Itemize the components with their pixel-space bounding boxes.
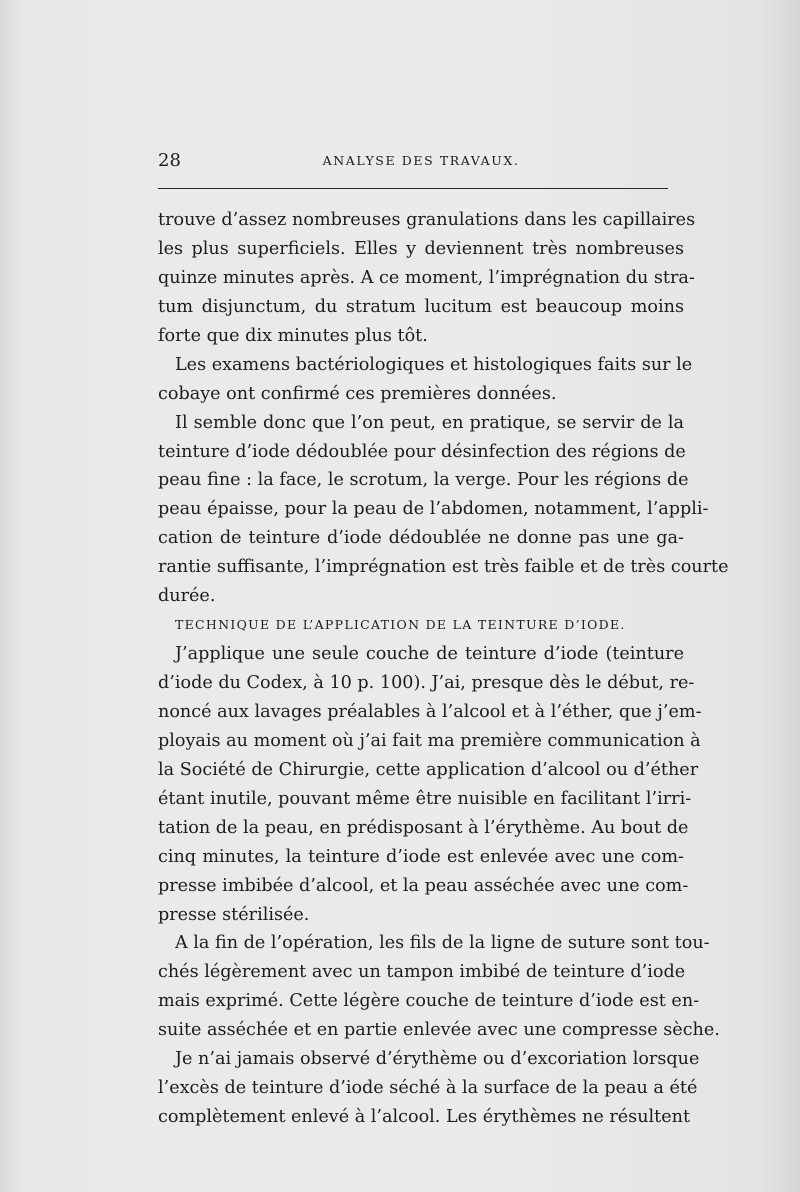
text-line: la Société de Chirurgie, cette application d’alcool ou d’éther <box>158 759 699 780</box>
body-text <box>158 206 729 1132</box>
page-number: 28 <box>158 150 181 171</box>
text-line: rantie suffisante, l’imprégnation est très faible et de très courte <box>158 557 729 578</box>
text-line: forte que dix minutes plus tôt. <box>158 325 428 346</box>
section-heading <box>158 611 684 640</box>
text-line: trouve d’assez nombreuses granulations dans les capillaires <box>158 210 696 230</box>
text-line: durée. <box>158 586 216 607</box>
text-line: tation de la peau, en prédisposant à l’érythème. Au bout de <box>158 817 689 838</box>
text-line: Il semble donc que l’on peut, en pratique, se servir de la <box>175 412 684 433</box>
text-line: Les examens bactériologiques et histologiques faits sur le <box>175 354 693 375</box>
text-line: chés légèrement avec un tampon imbibé de teinture d’iode <box>158 962 686 983</box>
text-line: cobaye ont confirmé ces premières données. <box>158 383 557 404</box>
text-line: presse imbibée d’alcool, et la peau asséchée avec une com- <box>158 875 689 896</box>
text-line: l’excès de teinture d’iode séché à la surface de la peau a été <box>158 1078 698 1099</box>
text-line: Je n’ai jamais observé d’érythème ou d’excoriation lorsque <box>175 1049 700 1070</box>
text-line: suite asséchée et en partie enlevée avec une compresse sèche. <box>158 1020 720 1041</box>
text-line: peau épaisse, pour la peau de l’abdomen, notamment, l’appli- <box>158 499 709 520</box>
text-line: J’applique une seule couche de teinture d’iode (teinture <box>175 644 684 665</box>
text-line: teinture d’iode dédoublée pour désinfection des régions de <box>158 441 686 462</box>
paragraph <box>158 206 696 351</box>
text-line: mais exprimé. Cette légère couche de teinture d’iode est en- <box>158 991 700 1012</box>
text-line: tum disjunctum, du stratum lucitum est beaucoup moins <box>158 296 684 317</box>
text-line: A la fin de l’opération, les fils de la ligne de suture sont tou- <box>175 933 710 954</box>
paragraph <box>158 1045 700 1132</box>
paragraph <box>158 409 729 612</box>
text-line: ployais au moment où j’ai fait ma première communication à <box>158 730 701 751</box>
text-line: quinze minutes après. A ce moment, l’imprégnation du stra- <box>158 267 695 288</box>
paragraph <box>158 640 702 929</box>
text-line: complètement enlevé à l’alcool. Les érythèmes ne résultent <box>158 1107 691 1128</box>
text-line: peau fine : la face, le scrotum, la verge. Pour les régions de <box>158 470 689 491</box>
page-header <box>158 150 684 174</box>
paragraph <box>158 351 693 409</box>
text-line: cinq minutes, la teinture d’iode est enlevée avec une com- <box>158 846 684 867</box>
text-line: presse stérilisée. <box>158 904 310 925</box>
text-line: TECHNIQUE DE L’APPLICATION DE LA TEINTURE D’IODE. <box>175 617 626 633</box>
running-title: ANALYSE DES TRAVAUX. <box>322 153 520 168</box>
text-line: étant inutile, pouvant même être nuisible en facilitant l’irri- <box>158 788 692 809</box>
header-rule <box>158 188 668 189</box>
paragraph <box>158 929 720 1045</box>
text-line: cation de teinture d’iode dédoublée ne donne pas une ga- <box>158 528 684 549</box>
text-line: les plus superficiels. Elles y deviennent très nombreuses <box>158 238 684 259</box>
text-line: d’iode du Codex, à 10 p. 100). J’ai, presque dès le début, re- <box>158 673 695 693</box>
text-line: noncé aux lavages préalables à l’alcool et à l’éther, que j’em- <box>158 701 702 722</box>
